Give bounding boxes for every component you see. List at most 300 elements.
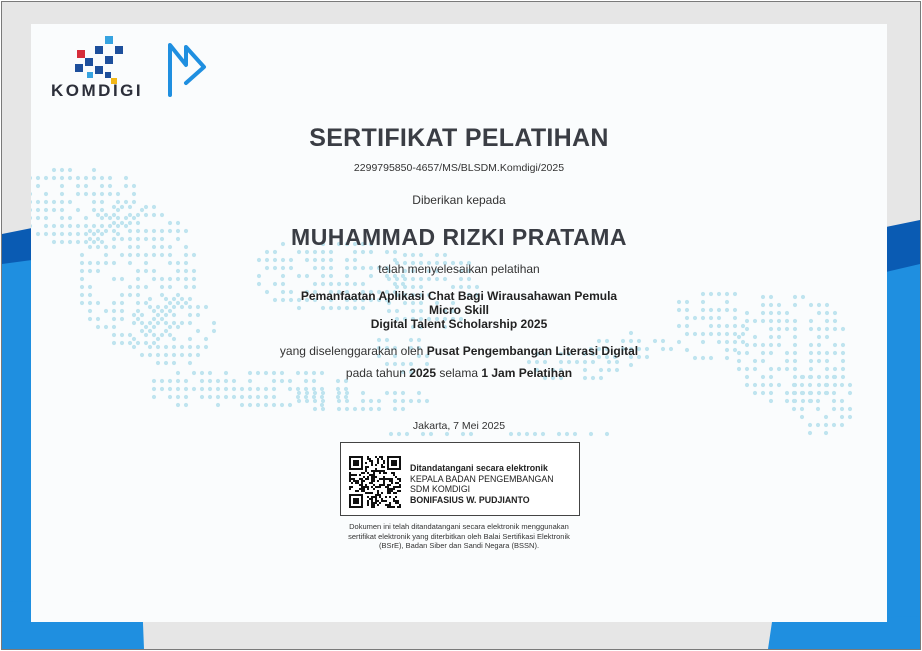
map-dot [817, 335, 821, 339]
map-dot [393, 407, 397, 411]
map-dot [184, 277, 188, 281]
map-dot [435, 277, 439, 281]
map-dot [152, 387, 156, 391]
program-name: Digital Talent Scholarship 2025 [370, 317, 548, 331]
map-dot [184, 387, 188, 391]
map-dot [527, 360, 531, 364]
map-dot [543, 360, 547, 364]
map-dot [192, 277, 196, 281]
map-dot [272, 403, 276, 407]
map-dot [509, 432, 513, 436]
map-dot [761, 383, 765, 387]
map-dot [389, 432, 393, 436]
map-dot [417, 391, 421, 395]
map-dot [445, 432, 449, 436]
map-dot [395, 277, 399, 281]
map-dot [152, 277, 156, 281]
map-dot [136, 213, 140, 217]
map-dot [403, 253, 407, 257]
map-dot [313, 391, 317, 395]
course-details [31, 289, 887, 331]
map-dot [232, 395, 236, 399]
map-dot [313, 407, 317, 411]
map-dot [816, 407, 820, 411]
map-dot [100, 184, 104, 188]
map-dot [629, 339, 633, 343]
year-value: 2025 [409, 366, 436, 380]
map-dot [769, 399, 773, 403]
map-dot [100, 208, 104, 212]
map-dot [200, 395, 204, 399]
map-dot [264, 403, 268, 407]
map-dot [337, 407, 341, 411]
given-to-label: Diberikan kepada [412, 193, 506, 207]
map-dot [160, 333, 164, 337]
map-dot [345, 391, 349, 395]
signer-name: BONIFASIUS W. PUDJIANTO [410, 494, 530, 505]
map-dot [761, 359, 765, 363]
map-dot [312, 395, 316, 399]
map-dot [224, 387, 228, 391]
map-dot [116, 216, 120, 220]
map-dot [361, 391, 365, 395]
map-dot [753, 359, 757, 363]
map-dot [737, 335, 741, 339]
map-dot [361, 282, 365, 286]
map-dot [825, 335, 829, 339]
duration-value: 1 Jam Pelatihan [481, 366, 573, 380]
map-dot [435, 253, 439, 257]
map-dot [541, 432, 545, 436]
map-dot [377, 407, 381, 411]
map-dot [824, 415, 828, 419]
map-dot [401, 407, 405, 411]
map-dot [629, 331, 633, 335]
map-dot [353, 282, 357, 286]
map-dot [733, 332, 737, 336]
map-dot [184, 253, 188, 257]
map-dot [361, 399, 365, 403]
map-dot [132, 184, 136, 188]
map-dot [248, 403, 252, 407]
map-dot [297, 399, 301, 403]
map-dot [192, 253, 196, 257]
map-dot [272, 387, 276, 391]
map-dot [108, 216, 112, 220]
map-dot [753, 383, 757, 387]
map-dot [176, 387, 180, 391]
map-dot [336, 387, 340, 391]
map-dot [31, 208, 32, 212]
map-dot [104, 213, 108, 217]
map-dot [124, 184, 128, 188]
map-dot [112, 277, 116, 281]
map-dot [160, 387, 164, 391]
map-dot [565, 432, 569, 436]
map-dot [792, 399, 796, 403]
map-dot [425, 399, 429, 403]
map-dot [31, 216, 32, 220]
map-dot [840, 399, 844, 403]
map-dot [345, 407, 349, 411]
map-dot [296, 395, 300, 399]
map-dot [557, 432, 561, 436]
map-dot [84, 176, 88, 180]
map-dot [200, 387, 204, 391]
organizer-line [31, 344, 887, 358]
map-dot [60, 176, 64, 180]
map-dot [419, 277, 423, 281]
map-dot [840, 407, 844, 411]
map-dot [597, 339, 601, 343]
certificate-title: SERTIFIKAT PELATIHAN [309, 124, 609, 152]
map-dot [144, 253, 148, 257]
map-dot [128, 253, 132, 257]
map-dot [188, 361, 192, 365]
map-dot [385, 338, 389, 342]
map-dot [313, 399, 317, 403]
year-line [31, 366, 887, 380]
map-dot [160, 253, 164, 257]
qr-code-icon [349, 456, 401, 508]
map-dot [387, 277, 391, 281]
organizer-name: Pusat Pengembangan Literasi Digital [426, 344, 639, 358]
map-dot [369, 407, 373, 411]
m-logo-icon [164, 39, 208, 99]
map-dot [224, 395, 228, 399]
map-dot [136, 253, 140, 257]
map-dot [176, 403, 180, 407]
map-dot [128, 333, 132, 337]
map-dot [44, 216, 48, 220]
map-dot [240, 403, 244, 407]
map-dot [112, 213, 116, 217]
map-dot [76, 208, 80, 212]
map-dot [84, 184, 88, 188]
map-dot [336, 395, 340, 399]
map-dot [256, 395, 260, 399]
map-dot [753, 335, 757, 339]
map-dot [321, 399, 325, 403]
map-dot [132, 337, 136, 341]
map-dot [417, 399, 421, 403]
map-dot [152, 253, 156, 257]
map-dot [421, 432, 425, 436]
map-dot [280, 403, 284, 407]
map-dot [168, 333, 172, 337]
map-dot [825, 359, 829, 363]
map-dot [345, 282, 349, 286]
map-dot [312, 387, 316, 391]
map-dot [607, 360, 611, 364]
map-dot [304, 395, 308, 399]
map-dot [419, 253, 423, 257]
map-dot [591, 360, 595, 364]
map-dot [272, 395, 276, 399]
map-dot [156, 337, 160, 341]
map-dot [344, 387, 348, 391]
map-dot [184, 403, 188, 407]
map-dot [321, 282, 325, 286]
signed-label: Ditandatangani secara elektronik [410, 463, 548, 473]
map-dot [559, 360, 563, 364]
map-dot [264, 395, 268, 399]
map-dot [785, 391, 789, 395]
map-dot [535, 360, 539, 364]
map-dot [817, 391, 821, 395]
map-dot [168, 395, 172, 399]
map-dot [208, 395, 212, 399]
map-dot [152, 333, 156, 337]
completed-label: telah menyelesaikan pelatihan [378, 262, 540, 276]
map-dot [320, 395, 324, 399]
map-dot [337, 399, 341, 403]
map-dot [345, 399, 349, 403]
map-dot [824, 383, 828, 387]
map-dot [188, 337, 192, 341]
map-dot [76, 176, 80, 180]
map-dot [44, 176, 48, 180]
map-dot [792, 383, 796, 387]
document-frame [1, 1, 921, 650]
map-dot [216, 387, 220, 391]
map-dot [232, 387, 236, 391]
map-dot [168, 253, 172, 257]
map-dot [793, 359, 797, 363]
course-title: Pemanfaatan Aplikasi Chat Bagi Wirausahawan Pemula [300, 289, 618, 303]
map-dot [809, 359, 813, 363]
map-dot [605, 432, 609, 436]
map-dot [52, 208, 56, 212]
map-dot [216, 395, 220, 399]
map-dot [76, 184, 80, 188]
organizer-prefix: yang diselenggarakan oleh [279, 344, 424, 358]
map-dot [377, 338, 381, 342]
map-dot [60, 184, 64, 188]
map-dot [156, 361, 160, 365]
map-dot [80, 277, 84, 281]
map-dot [100, 176, 104, 180]
duration-prefix: selama [439, 366, 479, 380]
map-dot [653, 339, 657, 343]
map-dot [248, 387, 252, 391]
map-dot [176, 277, 180, 281]
map-dot [344, 395, 348, 399]
map-dot [136, 277, 140, 281]
place-date: Jakarta, 7 Mei 2025 [412, 420, 506, 432]
map-dot [583, 360, 587, 364]
map-dot [248, 395, 252, 399]
map-dot [741, 332, 745, 336]
map-dot [409, 338, 413, 342]
map-dot [132, 216, 136, 220]
electronic-signature-box [340, 442, 580, 516]
map-dot [816, 399, 820, 403]
map-dot [320, 387, 324, 391]
map-dot [840, 415, 844, 419]
map-dot [411, 277, 415, 281]
map-dot [68, 216, 72, 220]
map-dot [461, 432, 465, 436]
map-dot [777, 335, 781, 339]
map-dot [401, 399, 405, 403]
map-dot [824, 391, 828, 395]
map-dot [443, 253, 447, 257]
map-dot [785, 399, 789, 403]
map-dot [575, 360, 579, 364]
map-dot [124, 176, 128, 180]
map-dot [693, 332, 697, 336]
map-dot [208, 387, 212, 391]
recipient-name: MUHAMMAD RIZKI PRATAMA [291, 224, 627, 250]
map-dot [800, 415, 804, 419]
map-dot [808, 383, 812, 387]
map-dot [393, 399, 397, 403]
map-dot [36, 176, 40, 180]
map-dot [172, 361, 176, 365]
map-dot [92, 176, 96, 180]
map-dot [164, 361, 168, 365]
map-dot [615, 360, 619, 364]
map-dot [833, 383, 837, 387]
map-dot [800, 391, 804, 395]
map-dot [808, 391, 812, 395]
map-dot [140, 208, 144, 212]
map-dot [848, 407, 852, 411]
map-dot [417, 338, 421, 342]
map-dot [361, 407, 365, 411]
map-dot [429, 432, 433, 436]
map-dot [800, 383, 804, 387]
map-dot [305, 391, 309, 395]
map-dot [393, 391, 397, 395]
map-dot [152, 395, 156, 399]
map-dot [152, 213, 156, 217]
map-dot [337, 282, 341, 286]
map-dot [459, 277, 463, 281]
map-dot [701, 332, 705, 336]
map-dot [792, 391, 796, 395]
map-dot [288, 387, 292, 391]
map-dot [769, 335, 773, 339]
map-dot [296, 387, 300, 391]
map-dot [256, 403, 260, 407]
map-dot [745, 383, 749, 387]
map-dot [108, 184, 112, 188]
course-type: Micro Skill [428, 303, 490, 317]
map-dot [848, 415, 852, 419]
year-prefix: pada tahun [345, 366, 406, 380]
map-dot [685, 332, 689, 336]
map-dot [709, 332, 713, 336]
map-dot [621, 339, 625, 343]
map-dot [160, 277, 164, 281]
map-dot [120, 333, 124, 337]
map-dot [329, 282, 333, 286]
map-dot [467, 277, 471, 281]
map-dot [832, 407, 836, 411]
komdigi-wordmark: KOMDIGI [51, 81, 144, 100]
map-dot [36, 216, 40, 220]
map-dot [60, 216, 64, 220]
map-dot [777, 383, 781, 387]
map-dot [409, 399, 413, 403]
map-dot [96, 213, 100, 217]
map-dot [840, 383, 844, 387]
map-dot [240, 395, 244, 399]
map-dot [717, 332, 721, 336]
map-dot [281, 282, 285, 286]
map-dot [573, 432, 577, 436]
certificate-card [31, 24, 887, 622]
map-dot [321, 407, 325, 411]
map-dot [264, 387, 268, 391]
map-dot [60, 208, 64, 212]
map-dot [204, 337, 208, 341]
map-dot [124, 216, 128, 220]
disclaimer-line1: Dokumen ini telah ditandatangani secara elektronik menggunakan [349, 522, 569, 531]
map-dot [240, 387, 244, 391]
signer-position-line2: SDM KOMDIGI [410, 484, 471, 494]
map-dot [36, 208, 40, 212]
map-dot [525, 432, 529, 436]
map-dot [817, 383, 821, 387]
map-dot [769, 383, 773, 387]
signature-text [410, 463, 554, 505]
map-dot [288, 403, 292, 407]
map-dot [44, 208, 48, 212]
map-dot [377, 399, 381, 403]
map-dot [589, 432, 593, 436]
map-dot [305, 399, 309, 403]
map-dot [144, 213, 148, 217]
map-dot [168, 277, 172, 281]
map-dot [792, 407, 796, 411]
map-dot [108, 176, 112, 180]
map-dot [800, 407, 804, 411]
map-dot [808, 399, 812, 403]
map-dot [469, 432, 473, 436]
map-dot [184, 395, 188, 399]
map-dot [297, 391, 301, 395]
map-dot [427, 277, 431, 281]
map-dot [725, 332, 729, 336]
map-dot [637, 339, 641, 343]
map-dot [841, 359, 845, 363]
map-dot [216, 403, 220, 407]
map-dot [369, 399, 373, 403]
map-dot [605, 339, 609, 343]
map-dot [848, 391, 852, 395]
map-dot [31, 176, 32, 180]
signer-position-line1: KEPALA BADAN PENGEMBANGAN [410, 473, 554, 484]
map-dot [753, 391, 757, 395]
map-dot [100, 216, 104, 220]
map-dot [128, 213, 132, 217]
map-dot [84, 216, 88, 220]
map-dot [385, 391, 389, 395]
map-dot [192, 387, 196, 391]
map-dot [533, 432, 537, 436]
map-dot [36, 184, 40, 188]
map-dot [273, 282, 277, 286]
map-dot [832, 391, 836, 395]
map-dot [405, 432, 409, 436]
map-dot [353, 407, 357, 411]
map-dot [68, 176, 72, 180]
map-dot [120, 277, 124, 281]
map-dot [304, 387, 308, 391]
